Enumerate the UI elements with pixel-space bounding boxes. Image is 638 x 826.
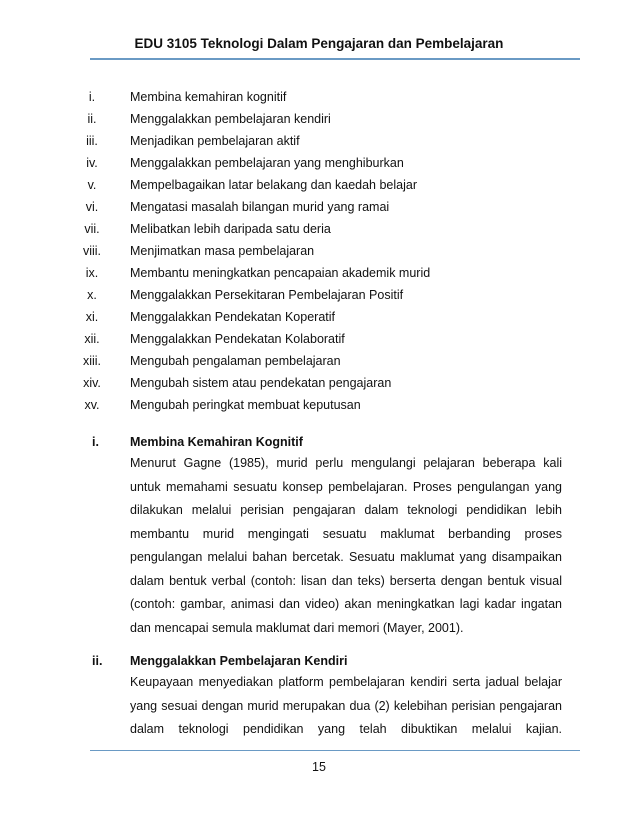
list-item-text: Menggalakkan Pendekatan Koperatif [130, 310, 336, 324]
list-item-text: Mempelbagaikan latar belakang dan kaedah belajar [130, 178, 418, 192]
list-item-text: Menjimatkan masa pembelajaran [130, 244, 315, 258]
list-item-number: iv. [86, 156, 98, 170]
list-item [72, 372, 572, 394]
paragraph-line: dalam teknologi pendidikan yang telah dibuktikan melalui kajian. [130, 722, 562, 736]
paragraph-line: yang sesuai dengan murid merupakan dua (2) kelebihan perisian pengajaran [130, 698, 562, 713]
list-item [72, 86, 572, 108]
paragraph-line: Keupayaan menyediakan platform pembelajaran kendiri serta jadual belajar [130, 675, 562, 689]
list-item [72, 240, 572, 262]
paragraph-line: untuk memahami sesuatu konsep pembelajaran. Proses pengulangan yang [130, 479, 562, 494]
list-item [72, 262, 572, 284]
paragraph-line: dalam bentuk verbal (contoh: lisan dan teks) berserta dengan bentuk visual [130, 573, 562, 588]
list-item-text: Mengubah pengalaman pembelajaran [130, 354, 341, 368]
section-kendiri [92, 651, 562, 742]
list-item [72, 174, 572, 196]
list-item-number: viii. [82, 244, 102, 258]
paragraph-line: pengulangan melalui bahan bercetak. Sesuatu maklumat yang disampaikan [130, 550, 562, 564]
page-header: EDU 3105 Teknologi Dalam Pengajaran dan Pembelajaran [134, 36, 504, 51]
list-item-text: Menjadikan pembelajaran aktif [130, 134, 300, 148]
list-item-text: Mengatasi masalah bilangan murid yang ramai [130, 200, 390, 214]
header-rule [90, 58, 580, 60]
section-number: ii. [92, 654, 103, 668]
list-item-text: Membina kemahiran kognitif [130, 90, 287, 104]
list-item-number: x. [87, 288, 97, 302]
list-item [72, 284, 572, 306]
list-item [72, 218, 572, 240]
page-number: 15 [312, 760, 326, 774]
list-item [72, 306, 572, 328]
list-item-number: xv. [84, 398, 100, 412]
section-title: Membina Kemahiran Kognitif [130, 435, 303, 449]
list-item-text: Mengubah peringkat membuat keputusan [130, 398, 361, 412]
list-item-number: ix. [85, 266, 99, 280]
section-kognitif [92, 432, 562, 640]
list-item-text: Melibatkan lebih daripada satu deria [130, 222, 331, 236]
paragraph-line: dilakukan melalui perisian pengajaran dalam teknologi pendidikan lebih [130, 503, 562, 517]
list-item [72, 196, 572, 218]
list-item-number: v. [87, 178, 97, 192]
list-item [72, 328, 572, 350]
section-heading [92, 432, 562, 452]
paragraph-line: membantu murid mengingati sesuatu maklumat berbanding proses [130, 526, 562, 541]
list-item-number: vi. [85, 200, 99, 214]
section-title: Menggalakkan Pembelajaran Kendiri [130, 654, 348, 668]
paragraph-line: (contoh: gambar, animasi dan video) akan meningkatkan lagi kadar ingatan [130, 597, 562, 611]
list-item [72, 394, 572, 416]
list-item-text: Menggalakkan pembelajaran kendiri [130, 112, 331, 126]
paragraph-line: dan mencapai semula maklumat dari memori (Mayer, 2001). [130, 620, 464, 635]
list-item [72, 152, 572, 174]
list-item-text: Menggalakkan Persekitaran Pembelajaran Positif [130, 288, 404, 302]
list-item-number: ii. [87, 112, 97, 126]
footer-rule [90, 750, 580, 751]
benefit-list [72, 86, 572, 416]
list-item-text: Membantu meningkatkan pencapaian akademik murid [130, 266, 431, 280]
section-number: i. [92, 435, 99, 449]
list-item-number: xi. [85, 310, 99, 324]
list-item-number: vii. [84, 222, 100, 236]
list-item-text: Mengubah sistem atau pendekatan pengajaran [130, 376, 392, 390]
list-item-number: xii. [84, 332, 100, 346]
section-heading [92, 651, 562, 671]
list-item [72, 130, 572, 152]
section-paragraph [130, 671, 562, 742]
list-item-number: i. [88, 90, 96, 104]
list-item-number: iii. [86, 134, 98, 148]
list-item [72, 350, 572, 372]
list-item [72, 108, 572, 130]
list-item-number: xiii. [82, 354, 102, 368]
list-item-number: xiv. [83, 376, 101, 390]
paragraph-line: Menurut Gagne (1985), murid perlu mengulangi pelajaran beberapa kali [130, 456, 562, 470]
section-paragraph [130, 452, 562, 640]
list-item-text: Menggalakkan Pendekatan Kolaboratif [130, 332, 345, 346]
list-item-text: Menggalakkan pembelajaran yang menghiburkan [130, 156, 404, 170]
